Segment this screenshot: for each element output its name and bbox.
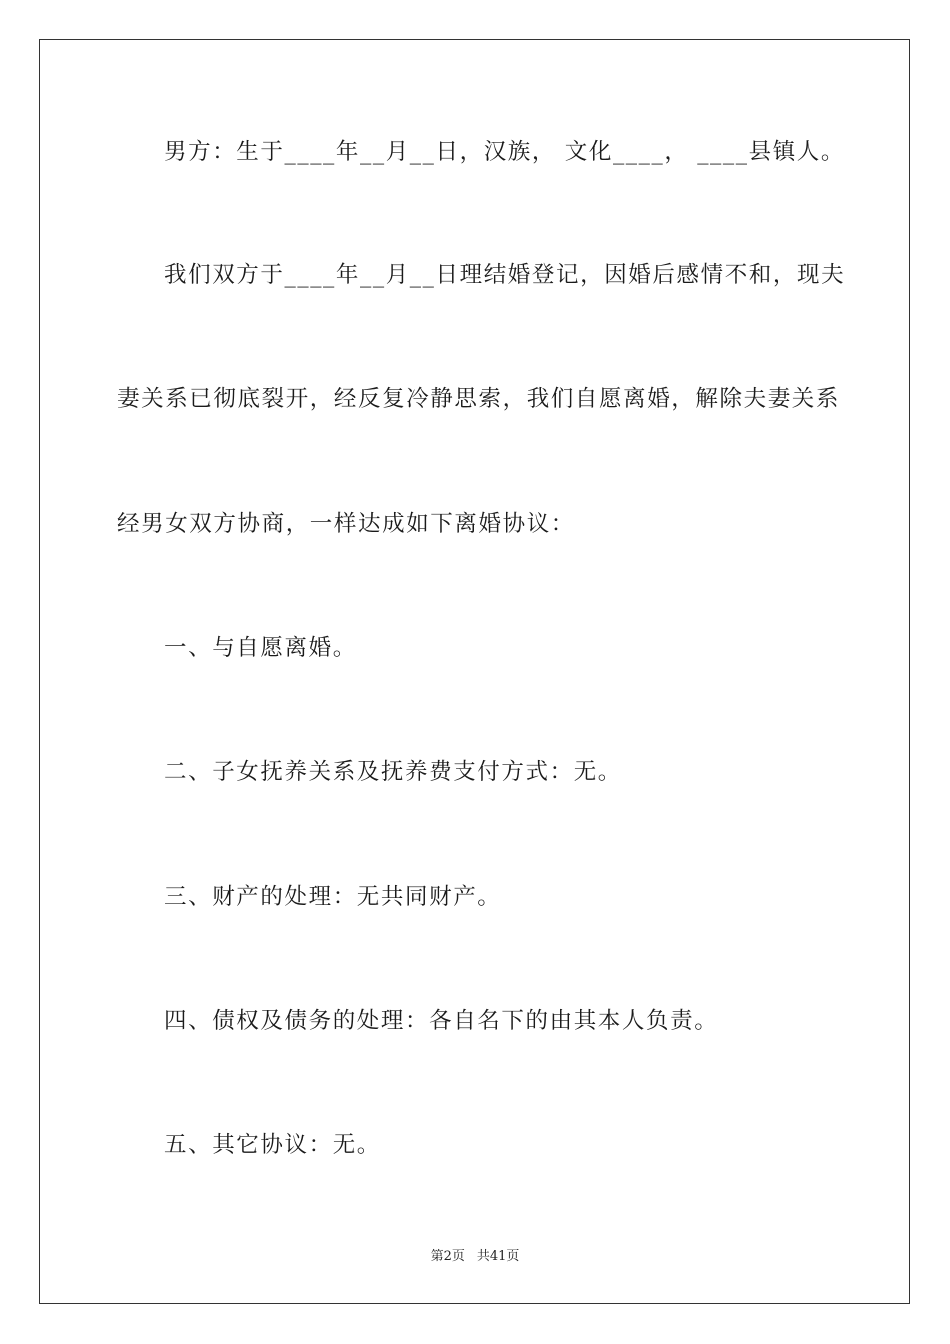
page-total: 共41页	[476, 1249, 520, 1264]
page-footer	[0, 1248, 950, 1266]
page-number: 第2页	[430, 1249, 465, 1264]
clause-4-debts: 四、债权及债务的处理：各自名下的由其本人负责。	[164, 1008, 719, 1034]
page-frame	[39, 39, 910, 1304]
clause-2-child-custody: 二、子女抚养关系及抚养费支付方式：无。	[164, 759, 622, 785]
paragraph-male-info: 男方：生于____年__月__日，汉族， 文化____， ____县镇人。	[164, 139, 846, 165]
clause-1-voluntary-divorce: 一、与自愿离婚。	[164, 635, 357, 661]
paragraph-marriage-registration: 我们双方于____年__月__日理结婚登记，因婚后感情不和，现夫	[164, 262, 846, 288]
clause-3-property: 三、财产的处理：无共同财产。	[164, 884, 502, 910]
paragraph-agreement-intro: 经男女双方协商，一样达成如下离婚协议：	[117, 511, 575, 537]
clause-5-other: 五、其它协议：无。	[164, 1132, 381, 1158]
paragraph-marriage-breakdown: 妻关系已彻底裂开，经反复冷静思索，我们自愿离婚，解除夫妻关系	[117, 386, 841, 412]
